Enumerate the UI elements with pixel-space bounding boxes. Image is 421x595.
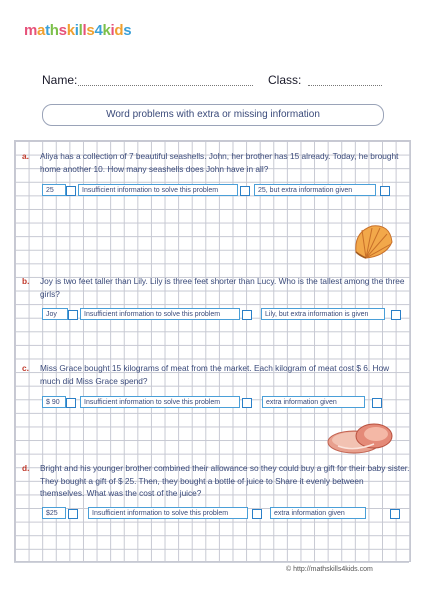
option-answer: Joy [42, 308, 68, 320]
answer-checkbox[interactable] [242, 398, 252, 408]
question-c [22, 362, 412, 392]
answer-checkbox[interactable] [242, 310, 252, 320]
footer-copyright: © http://mathskills4kids.com [286, 566, 373, 573]
ham-icon [324, 420, 396, 456]
question-text: Joy is two feet taller than Lily. Lily is three feet shorter than Lucy. Who is the tallest among the three girls? [40, 276, 405, 299]
answer-checkbox[interactable] [68, 509, 78, 519]
answer-checkbox[interactable] [66, 398, 76, 408]
question-text: Bright and his younger brother combined their allowance so they could buy a gift for their baby sister. They bought a gift of $ 25. Then, they bought a bottle of juice to Share it evenly between themselves. What was the cost of the juice? [40, 463, 410, 499]
option-insufficient: Insufficient information to solve this problem [80, 396, 240, 408]
name-label: Name: [42, 73, 78, 87]
option-extra: extra information given [270, 507, 366, 519]
answer-checkbox[interactable] [68, 310, 78, 320]
question-d [22, 462, 412, 502]
option-insufficient: Insufficient information to solve this problem [88, 507, 248, 519]
question-letter: c. [22, 363, 29, 373]
question-a [22, 150, 412, 180]
name-class-row [42, 73, 387, 89]
worksheet-title: Word problems with extra or missing information [42, 104, 384, 126]
answer-checkbox[interactable] [390, 509, 400, 519]
footer-divider [14, 562, 409, 563]
option-answer: 25 [42, 184, 66, 196]
option-answer: $ 90 [42, 396, 66, 408]
answer-checkbox[interactable] [252, 509, 262, 519]
option-insufficient: Insufficient information to solve this problem [78, 184, 238, 196]
question-letter: b. [22, 276, 30, 286]
class-field[interactable] [308, 85, 382, 86]
name-field[interactable] [78, 85, 253, 86]
logo: mathskills4kids [24, 22, 132, 39]
seashell-icon [352, 222, 394, 260]
answer-checkbox[interactable] [372, 398, 382, 408]
answer-checkbox[interactable] [66, 186, 76, 196]
logo-icon: m [24, 22, 38, 39]
class-label: Class: [268, 73, 302, 87]
option-extra: Lily, but extra information is given [261, 308, 385, 320]
answer-checkbox[interactable] [240, 186, 250, 196]
question-letter: d. [22, 463, 30, 473]
question-letter: a. [22, 151, 29, 161]
option-extra: extra information given [262, 396, 365, 408]
question-text: Miss Grace bought 15 kilograms of meat from the market. Each kilogram of meat cost $ 6. How much did Miss Grace spend? [40, 363, 390, 386]
question-b [22, 275, 412, 305]
option-extra: 25, but extra information given [254, 184, 376, 196]
option-answer: $25 [42, 507, 66, 519]
option-insufficient: Insufficient information to solve this problem [80, 308, 240, 320]
question-text: Aliya has a collection of 7 beautiful seashells. John, her brother has 15 already. Today, he brought home another 10. How many seashells does John have in all? [40, 151, 399, 174]
answer-checkbox[interactable] [391, 310, 401, 320]
answer-checkbox[interactable] [380, 186, 390, 196]
